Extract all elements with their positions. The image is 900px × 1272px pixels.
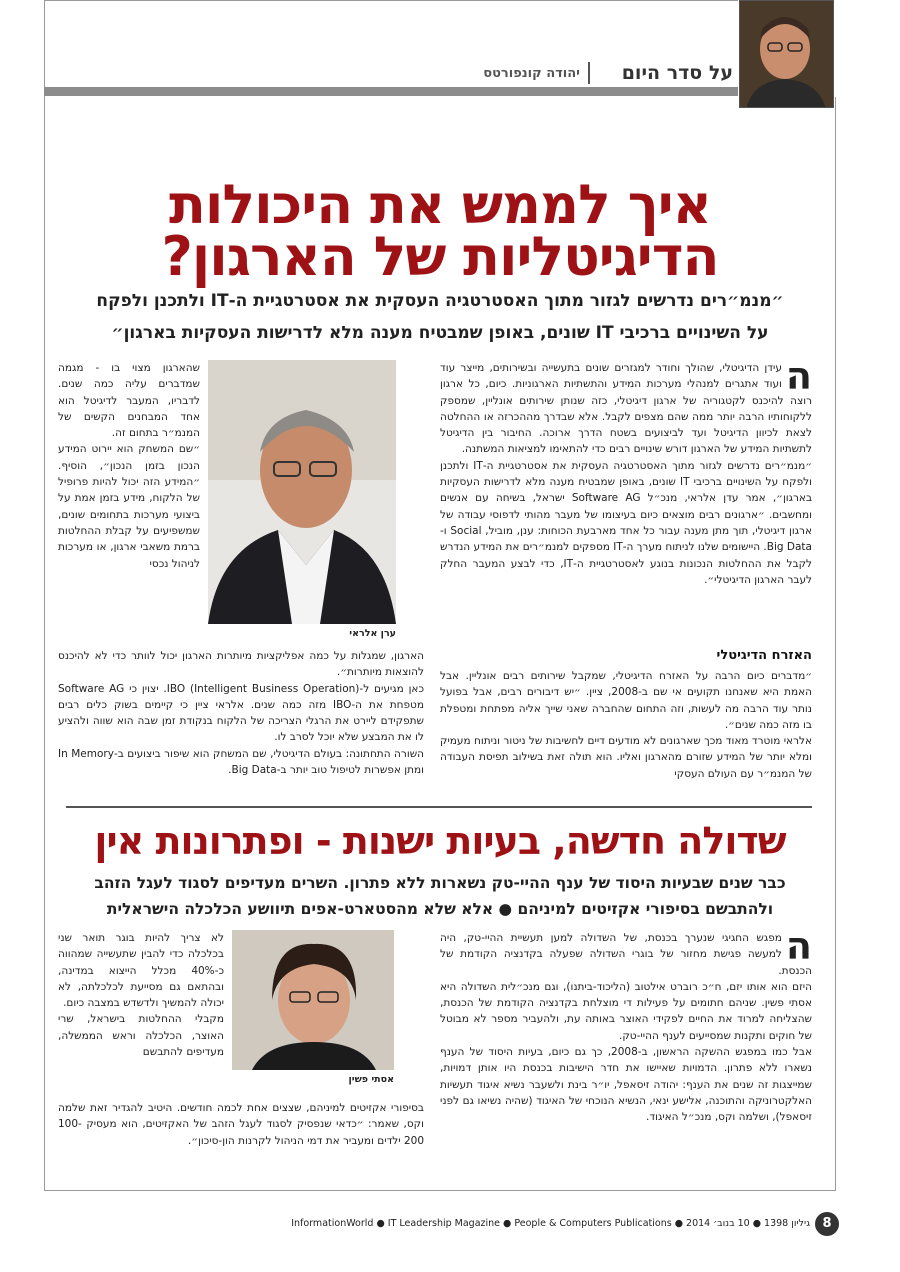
article1-paragraph: הארגון, שמגלות על כמה אפליקציות מיותרות הארגון יכול לוותר כדי לא להיכנס להוצאות מיותרות״. (58, 650, 424, 679)
article1-title-line2: הדיגיטליות של הארגון? (161, 225, 719, 288)
article2-paragraph: לא צריך להיות בוגר תואר שני בכלכלה כדי להבין שתעשייה שמהווה כ-40% מכלל הייצוא במדינה, ובהתאם גם מסייעת לכלכלתה, לא יכולה להמשיך ולדשדש במצבה כיום. (58, 932, 224, 1010)
article2-paragraph: מקבלי ההחלטות בישראל, שרי האוצר, הכלכלה וראש הממשלה, מעדיפים להתבשם (58, 1013, 224, 1059)
author-name: יהודה קונפורטס (483, 66, 580, 81)
article2-subtitle-line2: ולהתבשם בסיפורי אקזיטים למיניהם ● אלא שלא מהסטארט-אפים תיוושע הכלכלה הישראלית (106, 900, 774, 918)
article1-subtitle-line1: ״מנמ״רים נדרשים לגזור מתוך האסטרטגיה העסקית את אסטרטגיית ה-IT ולתכנן ולפקח (96, 291, 784, 311)
article1-left-column-wide (58, 648, 424, 794)
article1-subhead: האזרח הדיגיטלי (716, 648, 812, 663)
article2-paragraph: אבל כמו במפגש ההשקה הראשון, ב-2008, כך גם כיום, בעיות היסוד של הענף נשארו ללא פתרון. הדמויות שאיישו את חדר הישיבות בכנסת היו אותן דמויות, שמייצגות זה שנים את הענף: יהודה זיסאפל, יו״ר בינת ולשעבר נשיא איגוד תעשיות האלקטרוניקה והתוכנה, אלישע ינאי, הנשיא הנוכחי של האיגוד (שהיה נשיאו גם לפני זיסאפל), ושלמה וקס, מנכ״ל האיגוד. (440, 1046, 812, 1124)
article2-photo-caption: אסתי פשין (348, 1074, 394, 1085)
footer-separator: ● (674, 1218, 683, 1229)
article1-paragraph: כאן מגיעים ל-IBO (Intelligent Business Operation). יצוין כי Software AG מטפחת את ה-IBO מזה כמה שנים. אלראי ציין כי קיימים בשוק כלים רבים שתפקידם ליירט את הרגלי הצריכה של הלקוח בנקודת זמן שבה הוא שווה ולהציע לו את המבצע שלא יוכל לסרב לו. (58, 682, 424, 744)
footer-pub: InformationWorld (291, 1218, 374, 1229)
header-left-rule (44, 0, 45, 97)
article1-paragraph: אלראי מוטרד מאוד מכך שארגונים לא מודעים דיים לחשיבות של ניטור וניתוח מעמיק ומלא יותר של המידע שזורם מהארגון ואליו. הוא תולה זאת בשילוב תפיסת העבודה של המנמ״ר עם העולם העסקי (440, 735, 812, 780)
article2-title: שדולה חדשה, בעיות ישנות - ופתרונות אין (94, 819, 786, 863)
article2-paragraph: בסיפורי אקזיטים למיניהם, שצצים אחת לכמה חודשים. היטיב להגדיר זאת שלמה וקס, שאמר: ״כדאי שנפסיק לסגוד לעגל הזהב של האקזיטים, הוא מעסיק 100-200 ילדים ומעביר את דמי הניהול לקרנות הון-סיכון״. (58, 1102, 424, 1147)
footer-pub: People & Computers Publications (514, 1218, 672, 1229)
article2-photo (232, 930, 394, 1070)
article2-right-column (440, 930, 812, 1175)
article2-subtitle-line1: כבר שנים שבעיות היסוד של ענף ההיי-טק נשארות ללא פתרון. השרים מעדיפים לסגוד לעגל הזהב (94, 874, 786, 892)
footer-pub: IT Leadership Magazine (387, 1218, 501, 1229)
article1-paragraph: ״מנמ״רים נדרשים לגזור מתוך האסטרטגיה העסקית את אסטרטגיית ה-IT ולתכנן ולפקח על השינויים ברכיבי IT שונים, באופן שמבטיח מענה מלא לדרישות העסקיות בארגון״, אמר עדן אלראי, מנכ״ל Software AG ישראל, בשיחה עם אנשים ומחשבים. ״ארגונים רבים מוצאים כיום בעיצומו של מעבר מהותי לדפוסי עבודה של ארגון דיגיטלי, תוך מתן מענה עבור כל אחד מארבעת הכוחות: ענן, מוביל, Social ו-Big Data. היישומים שלנו לניתוח מערך ה-IT מספקים למנמ״רים את המידע הנדרש לקבל את ההחלטות הנכונות בנוגע לאסטרטגיית ה-IT, כדי לבצע המעבר החלק לעבר הארגון הדיגיטלי״. (440, 459, 812, 586)
article2-paragraph: היזם הוא אותו יזם, ח״כ רוברט אילטוב (הליכוד-ביתנו), וגם מנכ״לית השדולה היא אסתי פשין. שניהם חתומים על פעילות די מוצלחת בקדנציה הקודמת של הכנסת, שהצליחה למרוד את החיים לפקידי האוצר באותה עת, ולהעביר מספר לא מבוטל של חוקים ותקנות שמסייעים לענף ההיי-טק. (440, 980, 812, 1042)
section-name: על סדר היום (621, 62, 733, 84)
footer-separator: ● (376, 1218, 385, 1229)
article1-title-line1: איך לממש את היכולות (169, 173, 711, 236)
footer-issue: גיליון 1398 (764, 1218, 810, 1229)
article1-paragraph: עידן הדיגיטלי, שהולך וחודר למגזרים שונים בתעשייה ובשירותים, מייצר עוד ועוד אתגרים למנהלי מערכות המידע והתשתיות הארגוניות. כיום, כל ארגון רוצה להיכנס לקטגוריה של ארגון דיגיטלי, כזה שנותן שירותים אונליין, שמספק ללקוחותיו הרבה יותר ממה שהם מצפים לקבל. אלא שבדרך מההכרזה או ההחלטה לצאת לכיוון הדיגיטל ועד לביצועים בשטח הדרך ארוכה. החיבור בין הדיגיטל לתשתיות המידע של הארגון דורש שינויים רבים כדי להתאימו למציאות המשתנה. (440, 362, 812, 456)
article1-left-column-narrow (58, 360, 200, 646)
footer-line (291, 1218, 810, 1229)
article1-paragraph: ״מדברים כיום הרבה על האזרח הדיגיטלי, שמקבל שירותים רבים אונליין. אבל האמת היא שאנחנו תקועים אי שם ב-2008, ציין. ״יש דיבורים רבים, אבל בפועל נותר עוד הרבה מה לעשות, וזה התחום שהחברה שאני שייך אליה מפתחת ומטפלת בו מזה כמה שנים״. (440, 670, 812, 731)
footer-separator: ● (503, 1218, 512, 1229)
article1-subtitle-line2: על השינויים ברכיבי IT שונים, באופן שמבטיח מענה מלא לדרישות העסקיות בארגון״ (111, 323, 769, 343)
article1-right-column-bottom (440, 668, 812, 796)
article1-paragraph: ״שם המשחק הוא יירוט המידע הנכון בזמן הנכון״, הוסיף. ״המידע הזה יכול להיות פרופיל של הלקוח, מידע בזמן אמת על ביצועי מערכות בתחומים שונים, שמשפיעים על קבלת ההחלטות ברמת משאבי ארגון, או מערכות לניהול נכסי (58, 443, 200, 570)
footer-separator: ● (752, 1218, 762, 1229)
header-top-rule (44, 0, 738, 1)
article1-paragraph: השורה התחתונה: בעולם הדיגיטלי, שם המשחק הוא שיפור ביצועים ב-In Memory ומתן אפשרות לטיפול טוב יותר ב-Big Data. (58, 747, 424, 777)
header-divider (588, 62, 590, 84)
article2-dropcap: ה (785, 930, 812, 968)
article1-photo-caption: ערן אלראי (349, 628, 396, 639)
page-number-badge: 8 (815, 1212, 839, 1236)
article1-right-column (440, 360, 812, 660)
article1-dropcap: ה (785, 360, 812, 398)
article1-paragraph: שהארגון מצוי בו - מגמה שמדברים עליה כמה שנים. לדבריו, המעבר לדיגיטל הוא אחד המבחנים הקשים של המנמ״ר בתחום זה. (58, 362, 200, 440)
article-separator (66, 806, 812, 808)
header-bar (44, 87, 738, 96)
author-portrait-icon (739, 0, 834, 108)
article1-photo (208, 360, 396, 624)
article2-left-column-wide (58, 1100, 424, 1176)
article2-left-column-narrow (58, 930, 224, 1098)
footer-date: 10 בנוב׳ 2014 (686, 1218, 750, 1229)
article2-paragraph: מפגש החגיגי שנערך בכנסת, של השדולה למען תעשיית ההיי-טק, היה למעשה פגישת מחזור של בוגרי השדולה שפעלה בקדנציה הקודמת של הכנסת. (440, 932, 812, 977)
